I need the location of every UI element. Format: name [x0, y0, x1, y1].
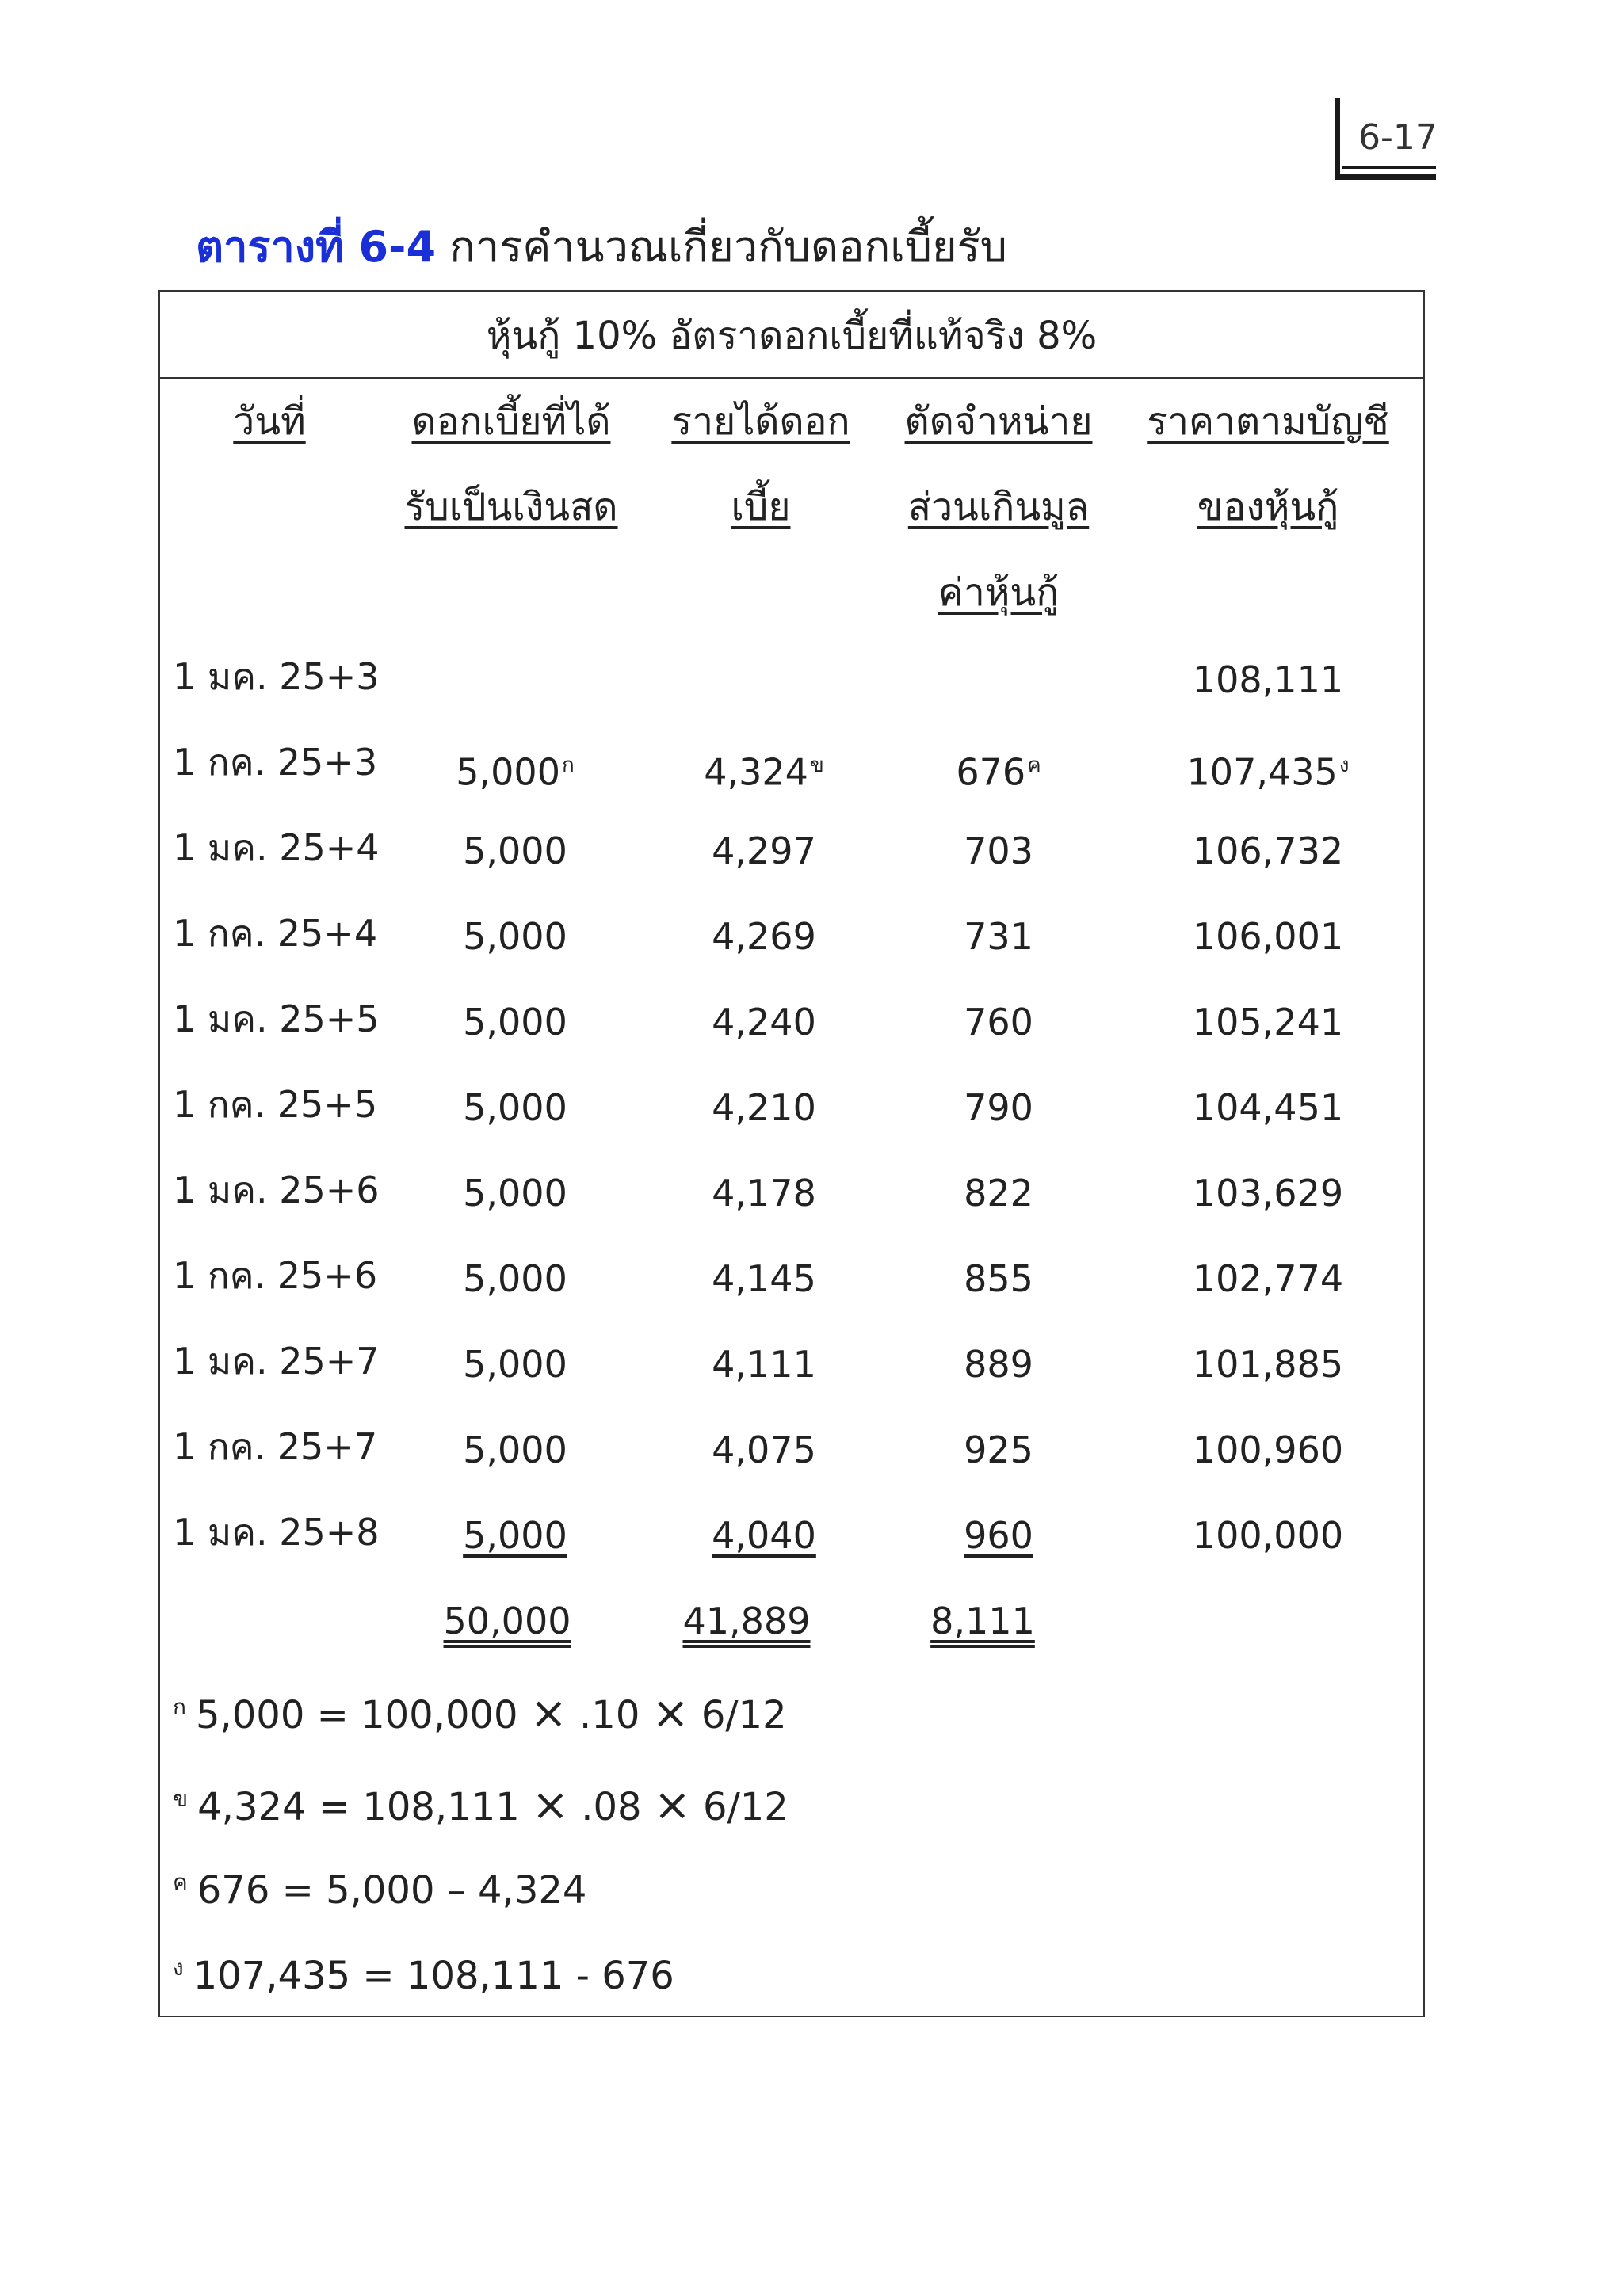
- row-book-value: 105,241: [1192, 1001, 1344, 1043]
- header-line: ราคาตามบัญชี: [1147, 399, 1389, 444]
- row-income: 4,210: [712, 1086, 816, 1129]
- row-amortization: 925: [964, 1428, 1033, 1471]
- row-amortization: 790: [964, 1086, 1033, 1129]
- row-cash: 5,000: [463, 830, 567, 872]
- row-date: 1 มค. 25+4: [173, 826, 380, 869]
- row-amortization: 731: [964, 915, 1033, 958]
- row-date: 1 มค. 25+5: [173, 997, 380, 1040]
- header-line: ดอกเบี้ยที่ได้: [411, 399, 611, 444]
- row-cash: 5,000: [463, 1343, 567, 1386]
- multiply-icon: ×: [651, 1688, 689, 1739]
- row-date: 1 มค. 25+8: [173, 1511, 380, 1554]
- header-line: ค่าหุ้นกู้: [938, 570, 1060, 615]
- total-amortization: 8,111: [930, 1600, 1035, 1642]
- row-income: 4,040: [712, 1514, 816, 1557]
- row-book-value: 104,451: [1192, 1086, 1344, 1129]
- footnote-mark: ข: [809, 753, 824, 777]
- footnote: $^ข$ 4,324 = 108,111 × .08 × 6/12: [173, 1779, 789, 1831]
- row-income: 4,297: [712, 830, 816, 872]
- row-cash: 5,000: [463, 1514, 567, 1557]
- total-income: 41,889: [682, 1600, 811, 1642]
- header-book-value: [1141, 379, 1395, 550]
- row-amortization: 760: [964, 1001, 1033, 1043]
- row-date: 1 กค. 25+6: [173, 1254, 378, 1297]
- row-book-value: 100,960: [1192, 1428, 1344, 1471]
- row-cash: 5,000: [463, 1172, 567, 1215]
- row-book-value: 103,629: [1192, 1172, 1344, 1215]
- table-title: [196, 212, 1007, 280]
- table-caption: หุ้นกู้ 10% อัตราดอกเบี้ยที่แท้จริง 8%: [486, 314, 1098, 358]
- page-marker-bar: [1335, 98, 1340, 180]
- table-title-text: การคำนวณเกี่ยวกับดอกเบี้ยรับ: [449, 222, 1007, 272]
- header-amortization: [880, 379, 1117, 635]
- footnote-mark: ข: [173, 1786, 189, 1812]
- header-income: [658, 379, 864, 550]
- page-marker-line: [1335, 174, 1436, 180]
- row-date: 1 มค. 25+7: [173, 1340, 380, 1383]
- header-cash: [388, 379, 634, 550]
- row-cash: 5,000: [463, 1428, 567, 1471]
- multiply-icon: ×: [653, 1779, 691, 1831]
- header-line: วันที่: [233, 399, 306, 444]
- row-cash: 5,000: [463, 1086, 567, 1129]
- footnote-mark: ก: [561, 753, 575, 777]
- header-date: [190, 379, 349, 464]
- footnote: $^ค$ 676 = 5,000 – 4,324: [173, 1868, 587, 1913]
- row-date: 1 กค. 25+7: [173, 1425, 378, 1468]
- row-cash: 5,000: [463, 1257, 567, 1300]
- page-marker-line: [1342, 166, 1436, 169]
- header-line: ส่วนเกินมูล: [907, 485, 1090, 529]
- row-amortization: $676^ค$: [956, 750, 1041, 794]
- row-book-value: 102,774: [1192, 1257, 1344, 1300]
- table-number: ตารางที่ 6-4: [196, 222, 437, 272]
- row-income: 4,111: [712, 1343, 816, 1386]
- row-cash: 5,000: [463, 1001, 567, 1043]
- row-book-value: 106,732: [1192, 830, 1344, 872]
- header-line: ตัดจำหน่าย: [904, 399, 1093, 444]
- multiply-icon: ×: [529, 1688, 567, 1739]
- footnote: $^ง$ 107,435 = 108,111 - 676: [173, 1954, 674, 1998]
- row-book-value: 106,001: [1192, 915, 1344, 958]
- row-cash: $5,000^ก$: [456, 750, 575, 794]
- row-date: 1 กค. 25+5: [173, 1083, 378, 1126]
- row-amortization: 960: [964, 1514, 1033, 1557]
- header-line: รายได้ดอก: [671, 399, 850, 444]
- row-book-value: 108,111: [1192, 658, 1344, 701]
- row-book-value: $107,435^ง$: [1186, 750, 1350, 794]
- row-book-value: 100,000: [1192, 1514, 1344, 1557]
- row-income: 4,269: [712, 915, 816, 958]
- header-line: เบี้ย: [731, 485, 791, 529]
- row-book-value: 101,885: [1192, 1343, 1344, 1386]
- row-income: $4,324^ข$: [704, 750, 824, 794]
- footnote-mark: ก: [173, 1694, 186, 1720]
- row-amortization: 703: [964, 830, 1033, 872]
- footnote-mark: ค: [1027, 753, 1041, 777]
- header-line: ของหุ้นกู้: [1197, 485, 1339, 529]
- row-amortization: 822: [964, 1172, 1033, 1215]
- total-cash: 50,000: [443, 1600, 571, 1642]
- footnote-mark: ง: [1338, 753, 1350, 777]
- footnote-mark: ค: [173, 1869, 188, 1895]
- row-amortization: 855: [964, 1257, 1033, 1300]
- row-income: 4,240: [712, 1001, 816, 1043]
- footnote-mark: ง: [173, 1955, 184, 1981]
- row-date: 1 มค. 25+3: [173, 655, 380, 698]
- footnote: $^ก$ 5,000 = 100,000 × .10 × 6/12: [173, 1688, 787, 1739]
- row-date: 1 กค. 25+3: [173, 741, 378, 784]
- multiply-icon: ×: [532, 1779, 569, 1831]
- page-number: 6-17: [1358, 117, 1438, 158]
- header-line: รับเป็นเงินสด: [404, 485, 618, 529]
- row-income: 4,145: [712, 1257, 816, 1300]
- row-date: 1 กค. 25+4: [173, 912, 378, 955]
- row-income: 4,075: [712, 1428, 816, 1471]
- row-cash: 5,000: [463, 915, 567, 958]
- row-income: 4,178: [712, 1172, 816, 1215]
- row-date: 1 มค. 25+6: [173, 1169, 380, 1211]
- row-amortization: 889: [964, 1343, 1033, 1386]
